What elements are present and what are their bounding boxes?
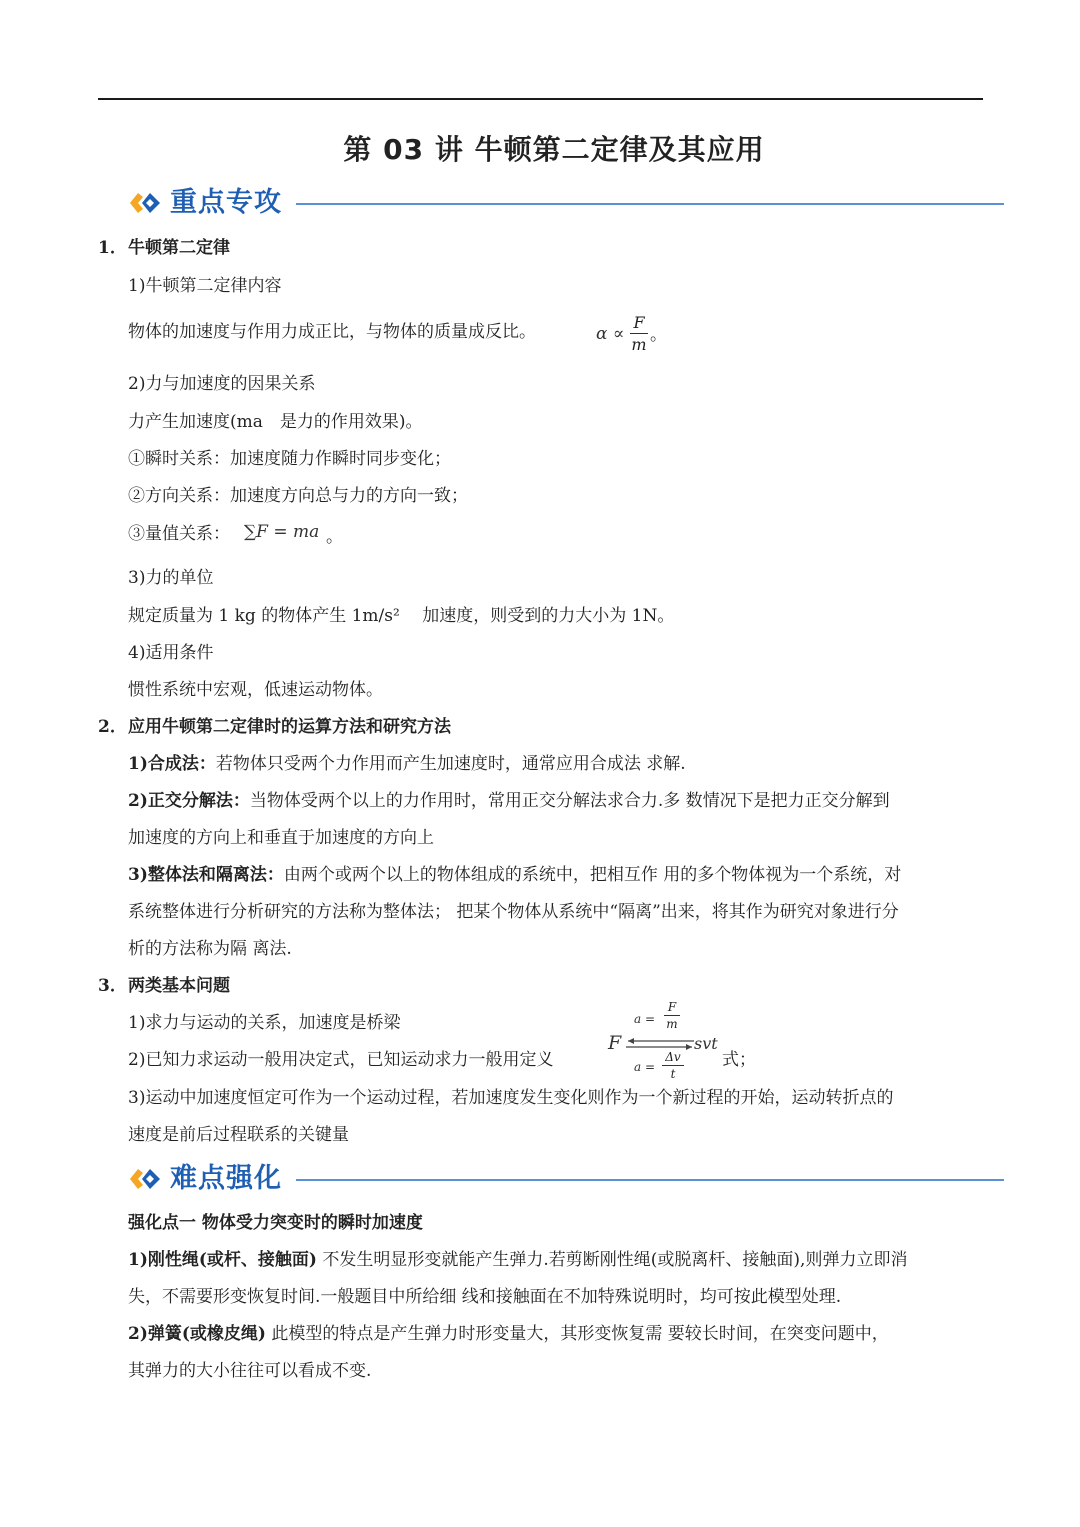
formula: a = bbox=[634, 1012, 656, 1026]
item-heading: 两类基本问题 bbox=[128, 976, 230, 996]
fraction bbox=[664, 1000, 680, 1031]
formula: α ∝ bbox=[596, 324, 625, 344]
method-text: 由两个或两个以上的物体组成的系统中，把相互作 用的多个物体视为一个系统，对 bbox=[283, 865, 902, 885]
diagram-motion-label: svt bbox=[694, 1034, 718, 1053]
paragraph: 析的方法称为隔 离法. bbox=[128, 939, 292, 959]
fraction-bar bbox=[664, 1015, 680, 1016]
paragraph: 力产生加速度(ma 是力的作用效果)。 bbox=[128, 412, 423, 432]
item-heading: 应用牛顿第二定律时的运算方法和研究方法 bbox=[128, 717, 451, 737]
formula: ∑F = ma bbox=[244, 522, 320, 542]
fraction bbox=[630, 313, 648, 354]
punctuation: 式； bbox=[722, 1050, 756, 1070]
paragraph: 系统整体进行分析研究的方法称为整体法； 把某个物体从系统中“隔离”出来，将其作为研究对象进行分 bbox=[128, 902, 899, 922]
punctuation: 。 bbox=[650, 325, 667, 345]
paragraph: 2)已知力求运动一般用决定式，已知运动求力一般用定义 bbox=[128, 1050, 554, 1070]
fraction bbox=[662, 1050, 684, 1081]
paragraph: 速度是前后过程联系的关键量 bbox=[128, 1125, 349, 1145]
method-line bbox=[128, 751, 686, 777]
section-divider bbox=[296, 1179, 1004, 1181]
fraction-bar bbox=[662, 1065, 684, 1066]
paragraph: 失，不需要形变恢复时间.一般题目中所给细 线和接触面在不加特殊说明时，均可按此模型处理. bbox=[128, 1287, 842, 1307]
list-item: ②方向关系：加速度方向总与力的方向一致； bbox=[128, 486, 468, 506]
method-text: 若物体只受两个力作用而产生加速度时，通常应用合成法 求解. bbox=[215, 754, 686, 774]
paragraph: 惯性系统中宏观，低速运动物体。 bbox=[128, 680, 383, 700]
item-number: 3． bbox=[98, 976, 127, 996]
rule-label: 1)刚性绳(或杆、接触面) bbox=[128, 1250, 317, 1270]
fraction-bar bbox=[630, 333, 648, 334]
paragraph: 加速度的方向上和垂直于加速度的方向上 bbox=[128, 828, 434, 848]
double-chevron-icon bbox=[128, 188, 162, 218]
subheading: 1)牛顿第二定律内容 bbox=[128, 276, 282, 296]
force-motion-diagram bbox=[600, 998, 730, 1086]
formula: a = bbox=[634, 1060, 656, 1074]
fraction-numerator: F bbox=[667, 1000, 677, 1014]
method-line bbox=[128, 862, 901, 888]
item-number: 2． bbox=[98, 717, 127, 737]
subheading: 3)力的单位 bbox=[128, 568, 214, 588]
item-number: 1． bbox=[98, 238, 127, 258]
rule-line bbox=[128, 1247, 907, 1273]
section-header-difficult-points bbox=[128, 1158, 1008, 1202]
subheading: 2)力与加速度的因果关系 bbox=[128, 374, 316, 394]
page-title: 第 03 讲 牛顿第二定律及其应用 bbox=[343, 133, 765, 166]
fraction-denominator: m bbox=[631, 335, 647, 354]
section-divider bbox=[296, 203, 1004, 205]
fraction-denominator: m bbox=[666, 1017, 678, 1031]
method-line bbox=[128, 788, 890, 814]
method-label: 2)正交分解法： bbox=[128, 791, 250, 811]
double-arrow-icon bbox=[624, 1036, 696, 1052]
section-title: 难点强化 bbox=[170, 1163, 282, 1194]
top-rule bbox=[98, 98, 983, 100]
method-label: 3)整体法和隔离法： bbox=[128, 865, 284, 885]
rule-line bbox=[128, 1321, 889, 1347]
method-label: 1)合成法： bbox=[128, 754, 216, 774]
item-heading: 牛顿第二定律 bbox=[128, 238, 230, 258]
rule-label: 2)弹簧(或橡皮绳) bbox=[128, 1324, 266, 1344]
rule-text: 不发生明显形变就能产生弹力.若剪断刚性绳(或脱离杆、接触面),则弹力立即消 bbox=[316, 1250, 908, 1270]
fraction-denominator: t bbox=[670, 1067, 676, 1081]
section-header-key-points bbox=[128, 182, 1008, 226]
list-item: ①瞬时关系：加速度随力作瞬时同步变化； bbox=[128, 449, 451, 469]
fraction-numerator: F bbox=[633, 313, 645, 332]
rule-text: 此模型的特点是产生弹力时形变量大，其形变恢复需 要较长时间，在突变问题中， bbox=[265, 1324, 889, 1344]
section-title: 重点专攻 bbox=[170, 187, 282, 218]
method-text: 当物体受两个以上的力作用时，常用正交分解法求合力.多 数情况下是把力正交分解到 bbox=[249, 791, 890, 811]
paragraph: 物体的加速度与作用力成正比，与物体的质量成反比。 bbox=[128, 322, 536, 342]
paragraph: 规定质量为 1 kg 的物体产生 1m/s² 加速度，则受到的力大小为 1N。 bbox=[128, 606, 675, 626]
subheading: 4)适用条件 bbox=[128, 643, 214, 663]
item-heading: 强化点一 物体受力突变时的瞬时加速度 bbox=[128, 1213, 423, 1233]
diagram-force-label: F bbox=[608, 1032, 622, 1054]
fraction-numerator: Δv bbox=[665, 1050, 681, 1064]
paragraph: 其弹力的大小往往可以看成不变. bbox=[128, 1361, 372, 1381]
double-chevron-icon bbox=[128, 1164, 162, 1194]
paragraph: 3)运动中加速度恒定可作为一个运动过程，若加速度发生变化则作为一个新过程的开始，运动转折点的 bbox=[128, 1088, 894, 1108]
list-item-label: ③量值关系： bbox=[128, 524, 230, 544]
paragraph: 1)求力与运动的关系，加速度是桥梁 bbox=[128, 1013, 401, 1033]
punctuation: 。 bbox=[326, 527, 343, 547]
